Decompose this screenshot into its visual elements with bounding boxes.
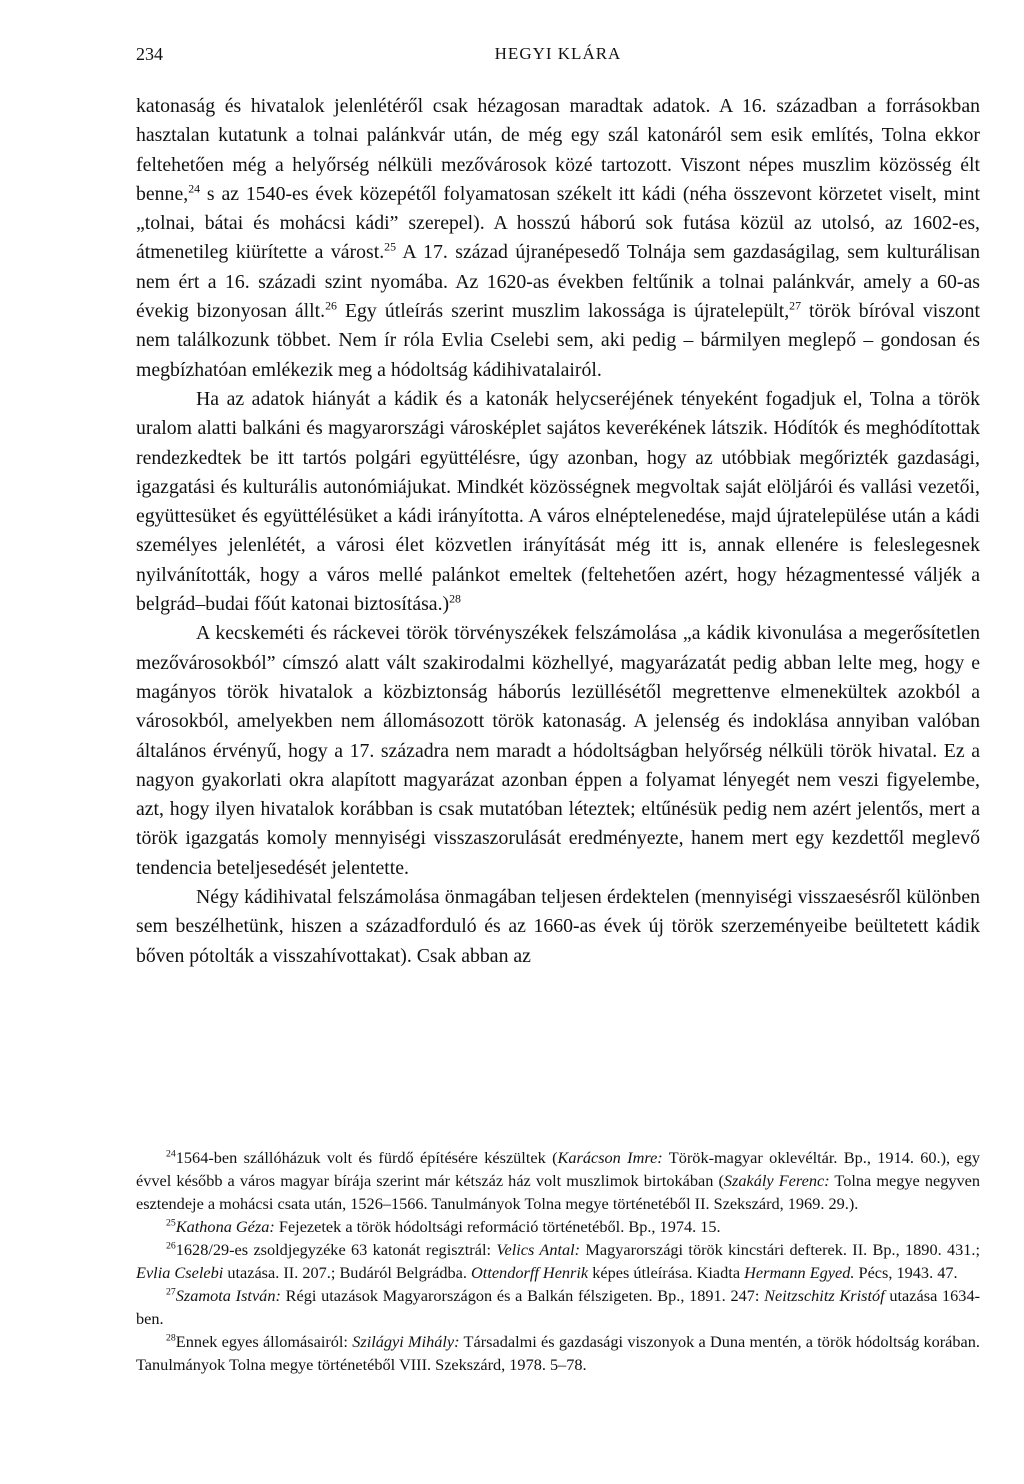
footnote	[136, 1146, 980, 1215]
body-text	[136, 92, 980, 971]
text-run: 1628/29-es zsoldjegyzéke 63 katonát regisztrál:	[175, 1240, 497, 1259]
italic-text: Szilágyi Mihály:	[352, 1332, 460, 1351]
page-header	[136, 44, 980, 68]
text-run: Ha az adatok hiányát a kádik és a katonák helycseréjének tényeként fogadjuk el, Tolna a török uralom alatti balkáni és magyarországi városképlet sajátos keverékének látszik. Hódítók és meghódítottak rendezkedtek be itt tartós polgári együttélésre, úgy azonban, hogy az utóbbiak megőrizték gazdasági, igazgatási és kulturális autonómiájukat. Mindkét közösségnek megvoltak saját elöljárói és vallási vezetői, együttesüket és együttélésüket a kádi irányította. A város elnéptelenedése, majd újratelepülése után a kádi személyes jelenlétét, a városi élet közvetlen irányítását még itt is, annak ellenére is feleslegesnek nyilvánították, hogy a város mellé palánkot emeltek (feltehetően azért, hogy hézagmentessé váljék a belgrád–budai főút katonai biztosítása.)	[136, 387, 980, 616]
text-run: Pécs, 1943. 47.	[854, 1263, 958, 1282]
text-run: katonaság és hivatalok jelenlétéről csak hézagosan maradtak adatok. A 16. században a forrásokban hasztalan kutatunk a tolnai palánkvár után, de még egy szál katonáról sem esik említés, Tolna ekkor feltehetően még a helyőrség nélküli mezővárosok közé tartozott. Viszont népes muszlim közösség élt benne,	[136, 95, 980, 205]
italic-text: Velics Antal:	[496, 1240, 581, 1259]
text-run: Ennek egyes állomásairól:	[175, 1332, 353, 1351]
text-run: utazása 1634-ben.	[136, 1286, 981, 1328]
footnote	[136, 1215, 980, 1238]
footnote-marker: 27	[166, 1286, 176, 1298]
body-paragraph	[136, 385, 980, 619]
footnote-marker: 26	[166, 1240, 176, 1252]
italic-text: Szamota István:	[175, 1286, 281, 1305]
text-run: 1564-ben szállóházuk volt és fürdő építésére készültek (	[175, 1148, 558, 1167]
text-run: képes útleírása. Kiadta	[588, 1263, 745, 1282]
footnotes	[136, 1146, 980, 1376]
italic-text: Kathona Géza:	[175, 1217, 275, 1236]
footnote-marker: 25	[166, 1217, 176, 1229]
text-run: török bíróval viszont nem találkozunk többet. Nem ír róla Evlia Cselebi sem, aki pedig – bármilyen meglepő – gondosan és megbízhatóan emlékezik meg a hódoltság kádihivatalairól.	[136, 300, 981, 381]
footnote-marker: 24	[166, 1148, 176, 1160]
footnote-marker: 28	[166, 1332, 176, 1344]
italic-text: Karácson Imre:	[557, 1148, 663, 1167]
text-run: Török-magyar oklevéltár. Bp., 1914. 60.), egy évvel később a város magyar bírája szerint már kétszáz ház volt muszlimok birtokában (	[136, 1148, 980, 1190]
body-paragraph	[136, 619, 980, 883]
italic-text: Hermann Egyed.	[744, 1263, 855, 1282]
footnote-marker: 25	[384, 239, 397, 254]
text-run: utazása. II. 207.; Budáról Belgrádba.	[223, 1263, 472, 1282]
page-number: 234	[136, 44, 163, 64]
footnote-marker: 24	[188, 181, 201, 196]
footnote	[136, 1238, 980, 1284]
text-run: Egy útleírás szerint muszlim lakossága is újratelepült,	[336, 300, 790, 323]
footnote	[136, 1330, 980, 1376]
italic-text: Ottendorff Henrik	[471, 1263, 589, 1282]
text-run: Tolna megye negyven esztendeje a mohácsi csata után, 1526–1566. Tanulmányok Tolna megye történetéből II. Szekszárd, 1969. 29.).	[136, 1171, 980, 1213]
text-run: Négy kádihivatal felszámolása önmagában teljesen érdektelen (mennyiségi visszaesésről különben sem beszélhetünk, hiszen a századforduló és az 1660-as évek új török szerzeményeibe beültetett kádik bőven pótolták a visszahívottakat). Csak abban az	[136, 886, 980, 967]
body-paragraph	[136, 92, 980, 385]
text-run: Társadalmi és gazdasági viszonyok a Duna mentén, a török hódoltság korában. Tanulmányok Tolna megye történetéből VIII. Szekszárd, 1978. 5–78.	[136, 1332, 980, 1374]
text-run: A kecskeméti és ráckevei török törvényszékek felszámolása „a kádik kivonulása a megerősítetlen mezővárosokból” címszó alatt vált szakirodalmi közhellyé, magyarázatát pedig abban lelte meg, hogy e magányos török hivatalok a közbiztonság háborús lezüllésétől megrettenve elmenekültek azokból a városokból, amelyekben nem állomásozott török katonaság. A jelenség és indoklása annyiban valóban általános érvényű, hogy a 17. századra nem maradt a hódoltságban helyőrség nélküli török hivatal. Ez a nagyon gyakorlati okra alapított magyarázat azonban éppen a folyamat lényegét nem veszi figyelembe, azt, hogy ilyen hivatalok korábban is csak mutatóban léteztek; eltűnésük pedig nem azért jelentős, mert a török igazgatás komoly mennyiségi visszaszorulását eredményezte, hanem mert egy kezdettől meglevő tendencia beteljesedését jelentette.	[136, 622, 980, 879]
italic-text: Szakály Ferenc:	[723, 1171, 830, 1190]
footnote-marker: 28	[449, 591, 461, 606]
italic-text: Evlia Cselebi	[136, 1263, 224, 1282]
text-run: Magyarországi török kincstári defterek. II. Bp., 1890. 431.;	[580, 1240, 981, 1259]
text-run: A 17. század újranépesedő Tolnája sem gazdaságilag, sem kulturálisan nem ért a 16. századi szint nyomába. Az 1620-as években feltűnik a tolnai palánkvár, amely a 60-as évekig bizonyosan állt.	[136, 241, 980, 323]
text-run: Régi utazások Magyarországon és a Balkán félszigeten. Bp., 1891. 247:	[280, 1286, 765, 1305]
text-run: s az 1540-es évek közepétől folyamatosan székelt itt kádi (néha összevont körzetet viselt, mint „tolnai, bátai és mohácsi kádi” szerepel). A hosszú háború sok futása közül az utolsó, az 1602-es, átmenetileg kiürítette a várost.	[136, 182, 980, 264]
running-head: HEGYI KLÁRA	[494, 44, 622, 63]
footnote	[136, 1284, 980, 1330]
text-run: Fejezetek a török hódoltsági reformáció történetéből. Bp., 1974. 15.	[274, 1217, 721, 1236]
italic-text: Neitzschitz Kristóf	[764, 1286, 885, 1305]
footnote-marker: 27	[789, 298, 802, 313]
body-paragraph	[136, 883, 980, 971]
footnote-marker: 26	[325, 298, 337, 313]
